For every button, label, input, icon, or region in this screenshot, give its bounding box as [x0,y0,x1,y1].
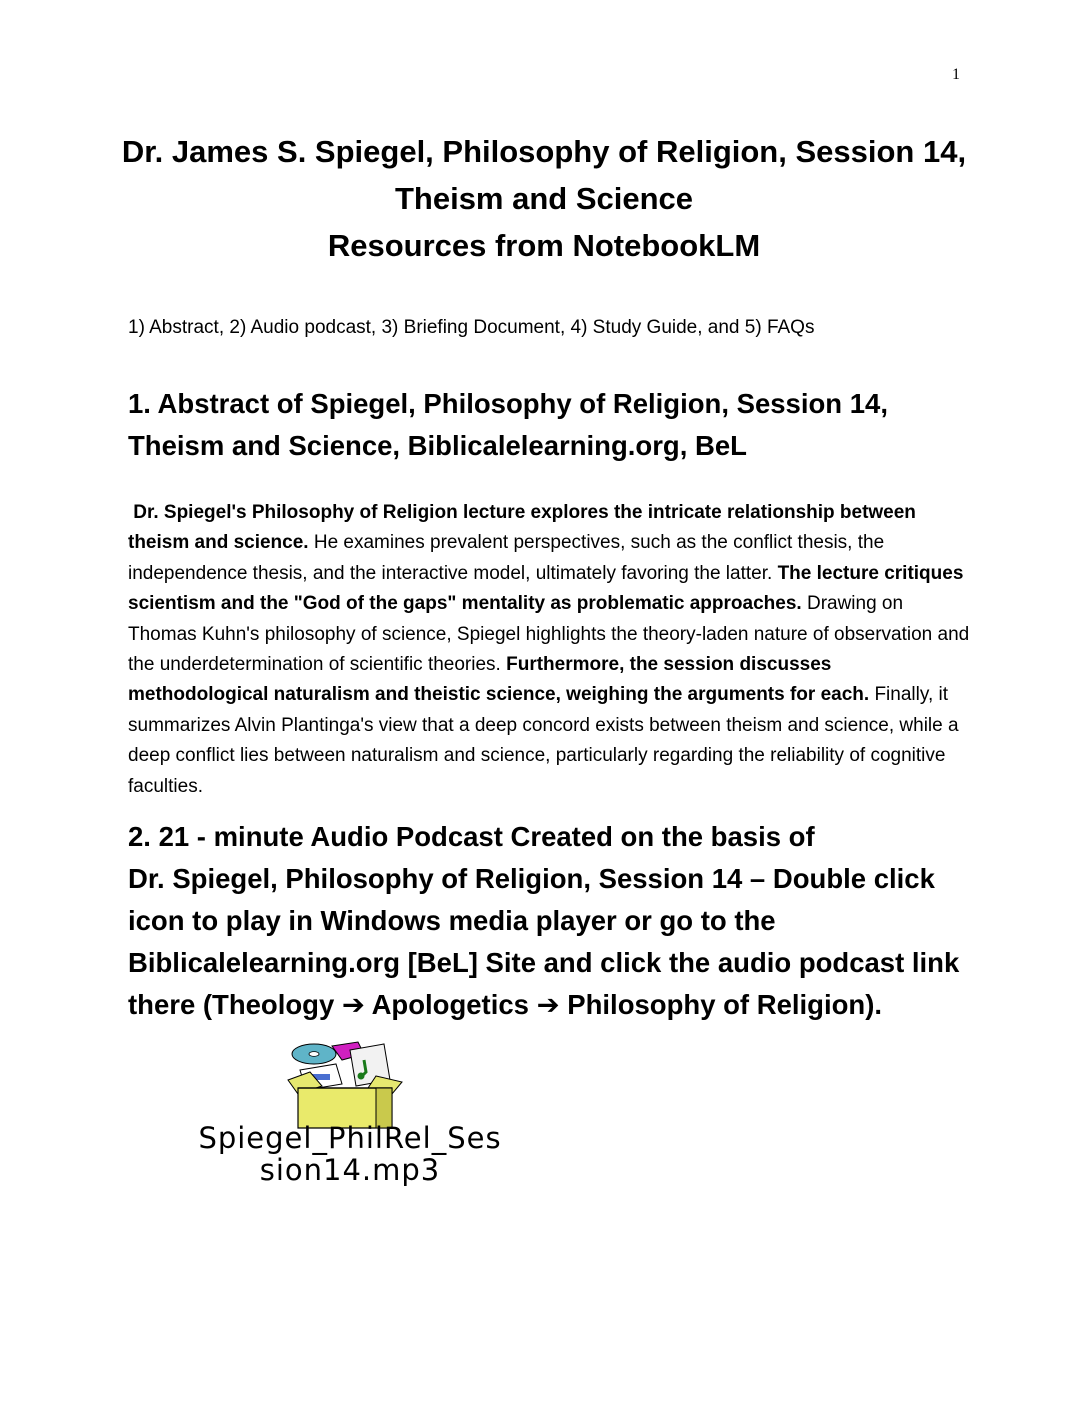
heading-text-philosophy: Philosophy of Religion). [559,989,882,1020]
section-2-heading-line-3: icon to play in Windows media player or go to the [128,905,776,936]
title-line-3: Resources from NotebookLM [327,228,761,263]
title-line-2: Theism and Science [394,181,694,216]
page-number: 1 [952,66,960,83]
contents-line: 1) Abstract, 2) Audio podcast, 3) Briefing Document, 4) Study Guide, and 5) FAQs [128,317,815,338]
heading-text-apologetics: Apologetics [364,989,537,1020]
media-file-name-line-1: Spiegel_PhilRel_Ses [198,1121,502,1155]
abstract-text-3: Finally, it summarizes Alvin Plantinga's view that a deep concord exists between theism and science, while a deep conflict lies between naturalism and science, particularly regarding the reliability of cognitive faculties. [128,684,959,797]
right-arrow-icon: ➔ [536,989,560,1020]
abstract-text-2: Drawing on Thomas Kuhn's philosophy of science, Spiegel highlights the theory-laden nature of observation and the underdetermination of scientific theories. [128,593,970,676]
abstract-bold-2: The lecture critiques scientism and the "God of the gaps" mentality as problematic approaches. [128,562,964,615]
document-title [100,128,988,269]
section-1-heading-line-1: 1. Abstract of Spiegel, Philosophy of Religion, Session 14, [128,388,888,419]
section-2-heading-line-2: Dr. Spiegel, Philosophy of Religion, Session 14 – Double click [128,863,935,894]
abstract-paragraph [128,498,973,802]
heading-text-theology: there (Theology [128,989,342,1020]
section-1-heading-line-2: Theism and Science, Biblicalelearning.org, BeL [128,430,747,461]
section-2-heading-line-5 [128,984,968,1026]
section-2-heading [128,816,968,1026]
right-arrow-icon: ➔ [341,989,365,1020]
section-2-heading-line-4: Biblicalelearning.org [BeL] Site and click the audio podcast link [128,947,960,978]
media-file-caption[interactable] [120,1122,580,1186]
abstract-text-1: He examines prevalent perspectives, such as the conflict thesis, the independence thesis, and the interactive model, ultimately favoring the latter. [128,532,885,584]
title-line-1: Dr. James S. Spiegel, Philosophy of Religion, Session 14, [121,134,967,169]
abstract-bold-3: Furthermore, the session discusses methodological naturalism and theistic science, weighing the arguments for each. [128,654,870,706]
section-1-heading [128,383,968,467]
media-file-name-line-2: sion14.mp3 [259,1153,441,1187]
section-2-heading-line-1: 2. 21 - minute Audio Podcast Created on the basis of [128,821,815,852]
abstract-bold-1: Dr. Spiegel's Philosophy of Religion lecture explores the intricate relationship between theism and science. [128,502,916,554]
media-package-icon[interactable] [280,1040,410,1130]
